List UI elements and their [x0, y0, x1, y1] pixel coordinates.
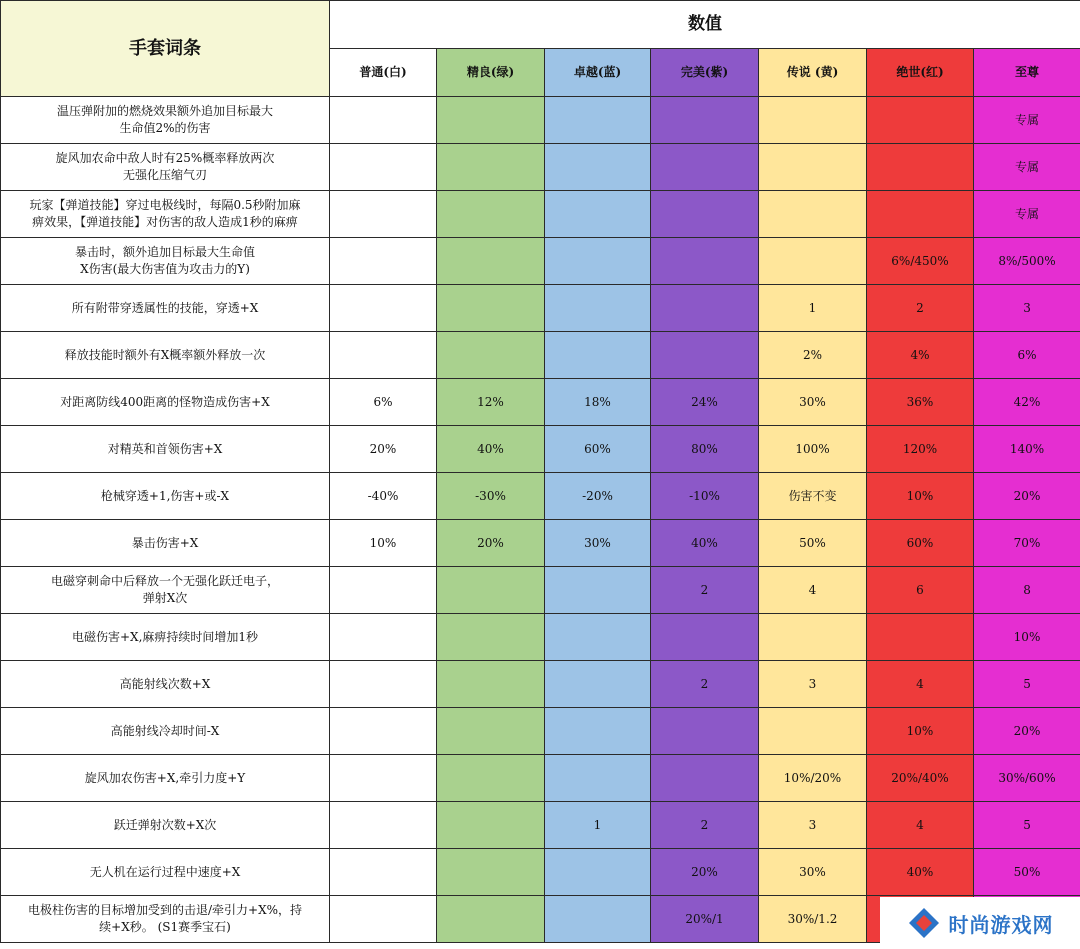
table-row: [1, 191, 1080, 238]
value-cell: 20%: [974, 708, 1080, 755]
affix-description-line: 释放技能时额外有X概率额外释放一次: [64, 347, 266, 362]
watermark-name: 时尚游戏网: [948, 912, 1054, 937]
value-cell: 120%: [867, 426, 974, 473]
value-cell: 60%: [545, 426, 651, 473]
affix-description-line: 电磁伤害+X,麻痹持续时间增加1秒: [71, 629, 259, 644]
value-cell: [437, 285, 545, 332]
value-cell: 专属: [974, 191, 1080, 238]
value-cell: 20%/1: [651, 896, 759, 943]
affix-description-line: 电极柱伤害的目标增加受到的击退/牵引力+X%，持: [27, 903, 303, 917]
value-cell: 8: [974, 567, 1080, 614]
affix-description: [1, 708, 330, 755]
affix-description: [1, 144, 330, 191]
value-cell: 10%: [867, 473, 974, 520]
value-cell: 3: [759, 661, 867, 708]
table-row: [1, 567, 1080, 614]
affix-description: [1, 849, 330, 896]
site-watermark: [880, 897, 1080, 949]
value-cell: [330, 144, 437, 191]
value-cell: [867, 144, 974, 191]
affix-description-line: 续+X秒。 (S1赛季宝石): [99, 920, 231, 934]
affix-description-line: 痹效果，【弹道技能】对伤害的敌人造成1秒的麻痹: [32, 215, 298, 229]
value-cell: 20%/40%: [867, 755, 974, 802]
value-cell: 20%: [651, 849, 759, 896]
value-cell: [437, 332, 545, 379]
rarity-header-peerless: 绝世(红): [867, 49, 974, 97]
value-cell: 100%: [759, 426, 867, 473]
affix-description-line: 高能射线冷却时间-X: [110, 723, 220, 738]
table-row: [1, 802, 1080, 849]
value-cell: [759, 97, 867, 144]
value-cell: 40%: [437, 426, 545, 473]
affix-description: [1, 614, 330, 661]
value-cell: [330, 191, 437, 238]
value-cell: 8%/500%: [974, 238, 1080, 285]
affix-description-line: 暴击时，额外追加目标最大生命值: [74, 245, 255, 259]
value-cell: 50%: [974, 849, 1080, 896]
table-row: [1, 285, 1080, 332]
value-cell: 4: [759, 567, 867, 614]
value-cell: 4%: [867, 332, 974, 379]
table-row: [1, 238, 1080, 285]
value-cell: 2: [651, 661, 759, 708]
value-cell: 36%: [867, 379, 974, 426]
value-cell: [330, 708, 437, 755]
affix-description: [1, 520, 330, 567]
value-cell: [651, 238, 759, 285]
table-row: [1, 661, 1080, 708]
value-cell: 18%: [545, 379, 651, 426]
affix-description: [1, 896, 330, 943]
affix-description-line: 所有附带穿透属性的技能，穿透+X: [71, 300, 259, 315]
value-cell: [759, 614, 867, 661]
table-row: [1, 849, 1080, 896]
affix-description-line: X伤害(最大伤害值为攻击力的Y): [80, 262, 250, 276]
affix-description: [1, 97, 330, 144]
affix-description: [1, 802, 330, 849]
value-cell: [545, 896, 651, 943]
value-cell: 4: [867, 802, 974, 849]
table-row: [1, 379, 1080, 426]
value-cell: [437, 661, 545, 708]
affix-description: [1, 755, 330, 802]
value-cell: 6: [867, 567, 974, 614]
table-row: [1, 332, 1080, 379]
value-cell: 80%: [651, 426, 759, 473]
affix-description: [1, 332, 330, 379]
value-cell: [330, 97, 437, 144]
value-cell: [437, 191, 545, 238]
value-cell: [330, 755, 437, 802]
affix-description-line: 对距离防线400距离的怪物造成伤害+X: [60, 394, 270, 409]
affix-description: [1, 191, 330, 238]
value-cell: [437, 97, 545, 144]
table-row: [1, 426, 1080, 473]
affix-description: [1, 426, 330, 473]
value-cell: 10%: [867, 708, 974, 755]
value-cell: 60%: [867, 520, 974, 567]
value-cell: 5: [974, 661, 1080, 708]
value-cell: [867, 97, 974, 144]
affix-description-line: 跃迁弹射次数+X次: [113, 817, 217, 832]
value-cell: 3: [974, 285, 1080, 332]
value-cell: [545, 238, 651, 285]
rarity-header-legend: 传说 (黄): [759, 49, 867, 97]
value-cell: [759, 238, 867, 285]
value-cell: [330, 567, 437, 614]
value-cell: [330, 661, 437, 708]
value-cell: [330, 332, 437, 379]
affix-description: [1, 238, 330, 285]
value-cell: [867, 614, 974, 661]
value-cell: [651, 614, 759, 661]
value-cell: [759, 708, 867, 755]
value-cell: 6%: [974, 332, 1080, 379]
table-row: [1, 473, 1080, 520]
value-cell: 1: [759, 285, 867, 332]
value-cell: [437, 708, 545, 755]
value-cell: 10%: [974, 614, 1080, 661]
affix-description: [1, 285, 330, 332]
value-cell: [545, 849, 651, 896]
affix-description-line: 旋风加农命中敌人时有25%概率释放两次: [55, 151, 275, 165]
corner-header: 手套词条: [1, 1, 330, 97]
value-cell: [545, 144, 651, 191]
value-cell: [330, 896, 437, 943]
affix-description-line: 电磁穿刺命中后释放一个无强化跃迁电子，: [50, 574, 279, 588]
value-cell: [330, 238, 437, 285]
value-cell: [437, 755, 545, 802]
affix-description-line: 温压弹附加的燃烧效果额外追加目标最大: [56, 104, 273, 118]
value-cell: [545, 191, 651, 238]
value-cell: 24%: [651, 379, 759, 426]
affix-description-line: 无人机在运行过程中速度+X: [89, 864, 241, 879]
value-cell: 50%: [759, 520, 867, 567]
value-cell: 20%: [974, 473, 1080, 520]
value-cell: [651, 708, 759, 755]
rarity-header-common: 普通(白): [330, 49, 437, 97]
value-cell: 6%/450%: [867, 238, 974, 285]
value-cell: [437, 896, 545, 943]
value-cell: [437, 802, 545, 849]
value-cell: [330, 849, 437, 896]
value-cell: 40%: [651, 520, 759, 567]
value-cell: 2: [651, 567, 759, 614]
value-cell: [437, 567, 545, 614]
affix-description-line: 无强化压缩气刃: [122, 168, 207, 182]
table-row: [1, 614, 1080, 661]
value-cell: [759, 191, 867, 238]
value-cell: [437, 144, 545, 191]
value-cell: -20%: [545, 473, 651, 520]
value-cell: [867, 191, 974, 238]
affix-rows: [1, 97, 1080, 943]
value-cell: [437, 849, 545, 896]
value-cell: 140%: [974, 426, 1080, 473]
affix-description-line: 枪械穿透+1,伤害+或-X: [100, 488, 230, 503]
value-cell: [330, 614, 437, 661]
value-cell: [330, 285, 437, 332]
value-cell: -30%: [437, 473, 545, 520]
affix-description: [1, 661, 330, 708]
value-cell: 4: [867, 661, 974, 708]
value-cell: 30%: [759, 379, 867, 426]
affix-description-line: 玩家【弹道技能】穿过电极线时，每隔0.5秒附加麻: [29, 198, 301, 212]
value-cell: 30%/1.2: [759, 896, 867, 943]
value-cell: [545, 567, 651, 614]
value-cell: 10%/20%: [759, 755, 867, 802]
value-cell: [651, 191, 759, 238]
value-cell: 6%: [330, 379, 437, 426]
value-cell: [545, 285, 651, 332]
diamond-logo-icon: [907, 906, 941, 940]
value-cell: 40%: [867, 849, 974, 896]
value-cell: 10%: [330, 520, 437, 567]
value-cell: -10%: [651, 473, 759, 520]
value-cell: [330, 802, 437, 849]
rarity-header-supreme: 至尊: [974, 49, 1080, 97]
value-cell: [651, 755, 759, 802]
rarity-header-perfect: 完美(紫): [651, 49, 759, 97]
affix-description: [1, 567, 330, 614]
value-cell: 12%: [437, 379, 545, 426]
value-cell: [651, 97, 759, 144]
value-cell: 30%: [545, 520, 651, 567]
value-cell: [437, 614, 545, 661]
affix-description-line: 旋风加农伤害+X,牵引力度+Y: [84, 770, 246, 785]
value-cell: 5: [974, 802, 1080, 849]
affix-description-line: 弹射X次: [142, 591, 188, 605]
value-cell: 3: [759, 802, 867, 849]
table-row: [1, 97, 1080, 144]
affix-description-line: 高能射线次数+X: [119, 676, 211, 691]
value-cell: [651, 144, 759, 191]
value-cell: [545, 661, 651, 708]
value-cell: 20%: [330, 426, 437, 473]
rarity-header-excellent: 卓越(蓝): [545, 49, 651, 97]
value-cell: [545, 332, 651, 379]
value-cell: 2: [651, 802, 759, 849]
value-cell: 2: [867, 285, 974, 332]
value-cell: 30%/60%: [974, 755, 1080, 802]
value-cell: 20%: [437, 520, 545, 567]
value-cell: [545, 755, 651, 802]
affix-description-line: 生命值2%的伤害: [119, 121, 211, 135]
value-cell: 1: [545, 802, 651, 849]
value-cell: -40%: [330, 473, 437, 520]
value-cell: [437, 238, 545, 285]
table-row: [1, 144, 1080, 191]
value-cell: 70%: [974, 520, 1080, 567]
value-cell: [545, 97, 651, 144]
table-row: [1, 755, 1080, 802]
affix-description: [1, 473, 330, 520]
table-row: [1, 520, 1080, 567]
rarity-header-fine: 精良(绿): [437, 49, 545, 97]
value-cell: [651, 285, 759, 332]
value-cell: [651, 332, 759, 379]
affix-description: [1, 379, 330, 426]
value-cell: [545, 708, 651, 755]
value-cell: [545, 614, 651, 661]
affix-description-line: 暴击伤害+X: [131, 535, 199, 550]
table-row: [1, 708, 1080, 755]
value-cell: 伤害不变: [759, 473, 867, 520]
value-cell: 专属: [974, 144, 1080, 191]
value-cell: 42%: [974, 379, 1080, 426]
value-cell: 专属: [974, 97, 1080, 144]
value-header: 数值: [330, 1, 1080, 49]
affix-description-line: 对精英和首领伤害+X: [107, 441, 223, 456]
value-cell: [759, 144, 867, 191]
value-cell: 2%: [759, 332, 867, 379]
value-cell: 30%: [759, 849, 867, 896]
